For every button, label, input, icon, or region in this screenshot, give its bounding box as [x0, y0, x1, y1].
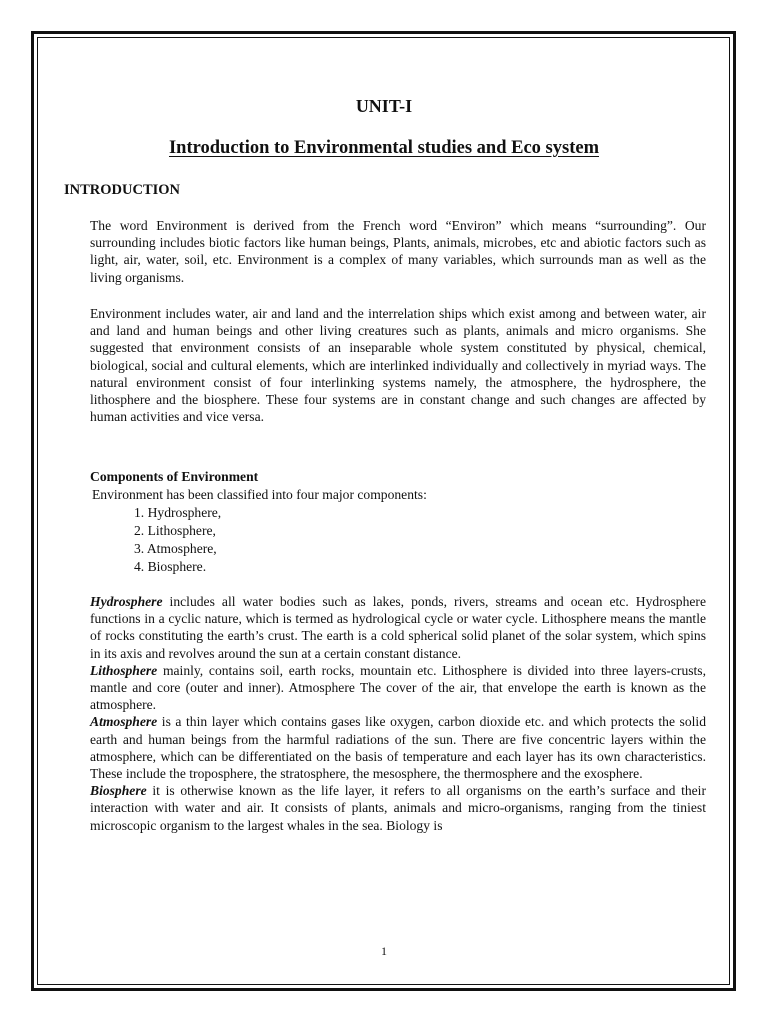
main-title: Introduction to Environmental studies and Eco system	[168, 138, 599, 158]
list-item: 3. Atmosphere,	[134, 541, 217, 556]
biosphere-text: it is otherwise known as the life layer, it refers to all organisms on the earth’s surface and their interaction with water and air. It consists of plants, animals and micro-organisms, ranging from the tiniest microscopic organism to the largest whales in the sea. Biology is	[90, 783, 706, 833]
page-number: 1	[381, 944, 387, 958]
lithosphere-paragraph	[90, 662, 706, 714]
atmosphere-paragraph	[90, 713, 706, 782]
components-heading: Components of Environment	[90, 469, 259, 484]
atmosphere-term: Atmosphere	[90, 714, 158, 730]
lithosphere-text: mainly, contains soil, earth rocks, mountain etc. Lithosphere is divided into three layers-crusts, mantle and core (outer and inner). Atmosphere The cover of the air, that envelope the earth is known as the atmosphere.	[90, 662, 706, 713]
components-list	[134, 504, 221, 576]
list-item: 4. Biosphere.	[134, 559, 207, 574]
biosphere-paragraph	[90, 782, 706, 834]
atmosphere-text: is a thin layer which contains gases like oxygen, carbon dioxide etc. and which protects the solid earth and human beings from the harmful radiations of the sun. There are five concentric layers within the atmosphere, which can be differentiated on the basis of temperature and each layer has its own characteristics. These include the troposphere, the stratosphere, the mesosphere, the thermosphere and the exosphere.	[90, 714, 706, 782]
list-item: 2. Lithosphere,	[134, 523, 216, 538]
hydrosphere-term: Hydrosphere	[90, 594, 163, 609]
section-heading-introduction: INTRODUCTION	[64, 182, 181, 198]
spheres-section	[90, 593, 706, 834]
components-intro: Environment has been classified into four major components:	[92, 487, 427, 502]
hydrosphere-paragraph	[90, 593, 706, 662]
intro-paragraph-1: The word Environment is derived from the French word “Environ” which means “surrounding”. Our surrounding includes biotic factors like human beings, Plants, animals, microbes, etc and abiotic factors such as light, air, water, soil, etc. Environment is a complex of many variables, which surrounds man as well as the living organisms.	[90, 218, 706, 285]
hydrosphere-text: includes all water bodies such as lakes, ponds, rivers, streams and ocean etc. Hydrosphere functions in a cyclic nature, which is termed as hydrological cycle or water cycle. Lithosphere means the mantle of rocks constituting the earth’s crust. The earth is a cold spherical solid planet of the solar system, which spins in its axis and revolves around the sun at a certain constant distance.	[90, 594, 706, 661]
list-item: 1. Hydrosphere,	[134, 505, 222, 520]
intro-paragraph-2: Environment includes water, air and land and the interrelation ships which exist among and between water, air and land and human beings and other living creatures such as plants, animals and micro organisms. She suggested that environment consists of an inseparable whole system constituted by physical, chemical, biological, social and cultural elements, which are interlinked individually and collectively in myriad ways. The natural environment consist of four interlinking systems namely, the atmosphere, the hydrosphere, the lithosphere and the biosphere. These four systems are in constant change and such changes are affected by human activities and vice versa.	[90, 306, 706, 425]
lithosphere-term: Lithosphere	[90, 662, 158, 678]
unit-title: UNIT-I	[355, 96, 413, 116]
biosphere-term: Biosphere	[90, 783, 147, 799]
